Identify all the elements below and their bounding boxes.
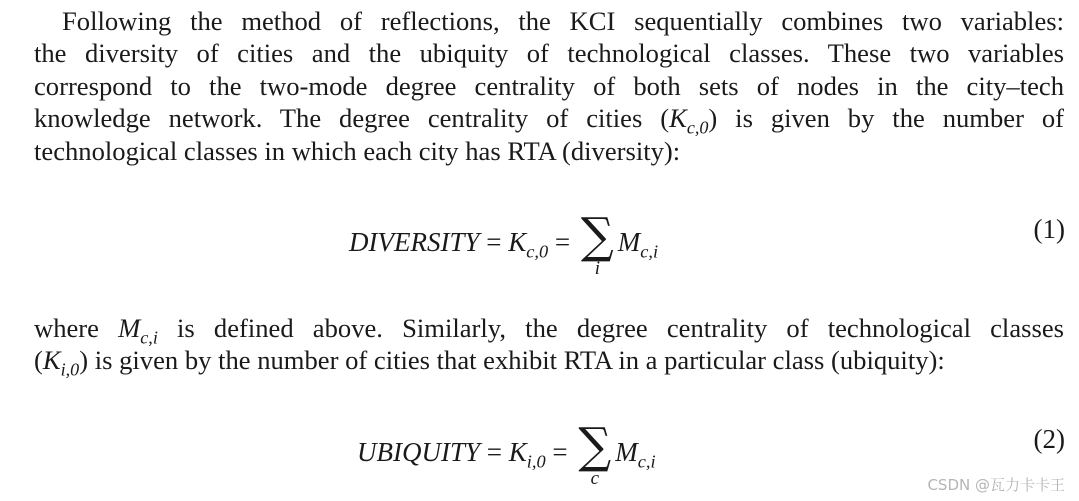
equals-sign: = <box>486 437 502 468</box>
math-symbol-m: M <box>615 437 638 468</box>
text-line <box>34 344 1064 380</box>
equation-number: (1) <box>1033 214 1065 244</box>
math-subscript: c,i <box>140 327 158 348</box>
equation-ubiquity <box>0 418 1079 488</box>
math-subscript <box>526 242 548 262</box>
math-subscript: c,0 <box>686 117 709 138</box>
summation-index: c <box>590 468 600 489</box>
sigma-symbol: ∑ <box>578 416 612 474</box>
text-line <box>34 102 1064 138</box>
text-line: correspond to the two-mode degree centrality of both sets of nodes in the city–tech <box>34 70 1064 101</box>
math-subscript: i,0 <box>526 451 546 472</box>
equation-body <box>349 206 659 279</box>
math-symbol-k: K <box>508 437 527 468</box>
math-symbol-m: M <box>118 313 141 343</box>
math-symbol-k: K <box>42 345 61 376</box>
text-fragment: is defined above. Similarly, the degree centrality of technological classes <box>157 313 1064 343</box>
paragraph-diversity-intro <box>34 5 1064 167</box>
watermark: CSDN @瓦力卡卡王 <box>927 476 1065 494</box>
equals-sign: = <box>554 227 571 258</box>
summation <box>578 416 612 489</box>
equals-sign: = <box>552 437 568 468</box>
text-fragment: ( <box>34 345 43 376</box>
math-symbol-k: K <box>508 227 527 258</box>
summation-index: i <box>594 258 600 279</box>
math-subscript: c,i <box>637 451 656 472</box>
text-fragment: ) is given by the number of <box>708 103 1064 134</box>
equation-diversity <box>0 206 1079 279</box>
text-line: the diversity of cities and the ubiquity of technological classes. These two variables <box>34 38 1064 69</box>
text-fragment: knowledge network. The degree centrality of cities ( <box>34 103 670 134</box>
text-line: technological classes in which each city has RTA (diversity): <box>34 135 681 166</box>
text-line <box>34 312 1064 348</box>
equals-sign: = <box>486 227 502 258</box>
text-fragment: where <box>34 313 119 343</box>
math-symbol-k: K <box>669 103 687 134</box>
subscript-text: c,0 <box>526 241 549 262</box>
sigma-symbol: ∑ <box>580 206 614 264</box>
summation <box>580 206 614 279</box>
equation-number: (2) <box>1033 424 1065 454</box>
equation-lhs: UBIQUITY <box>357 437 481 468</box>
math-symbol-m: M <box>617 227 641 258</box>
text-fragment: ) is given by the number of cities that exhibit RTA in a particular class (ubiquity): <box>79 345 945 376</box>
equation-body <box>357 416 656 489</box>
equation-lhs: DIVERSITY <box>349 227 480 258</box>
text-line: Following the method of reflections, the KCI sequentially combines two variables: <box>62 6 1064 36</box>
paragraph-ubiquity-intro <box>34 312 1064 380</box>
math-subscript: c,i <box>640 241 659 262</box>
math-subscript: i,0 <box>60 359 80 380</box>
